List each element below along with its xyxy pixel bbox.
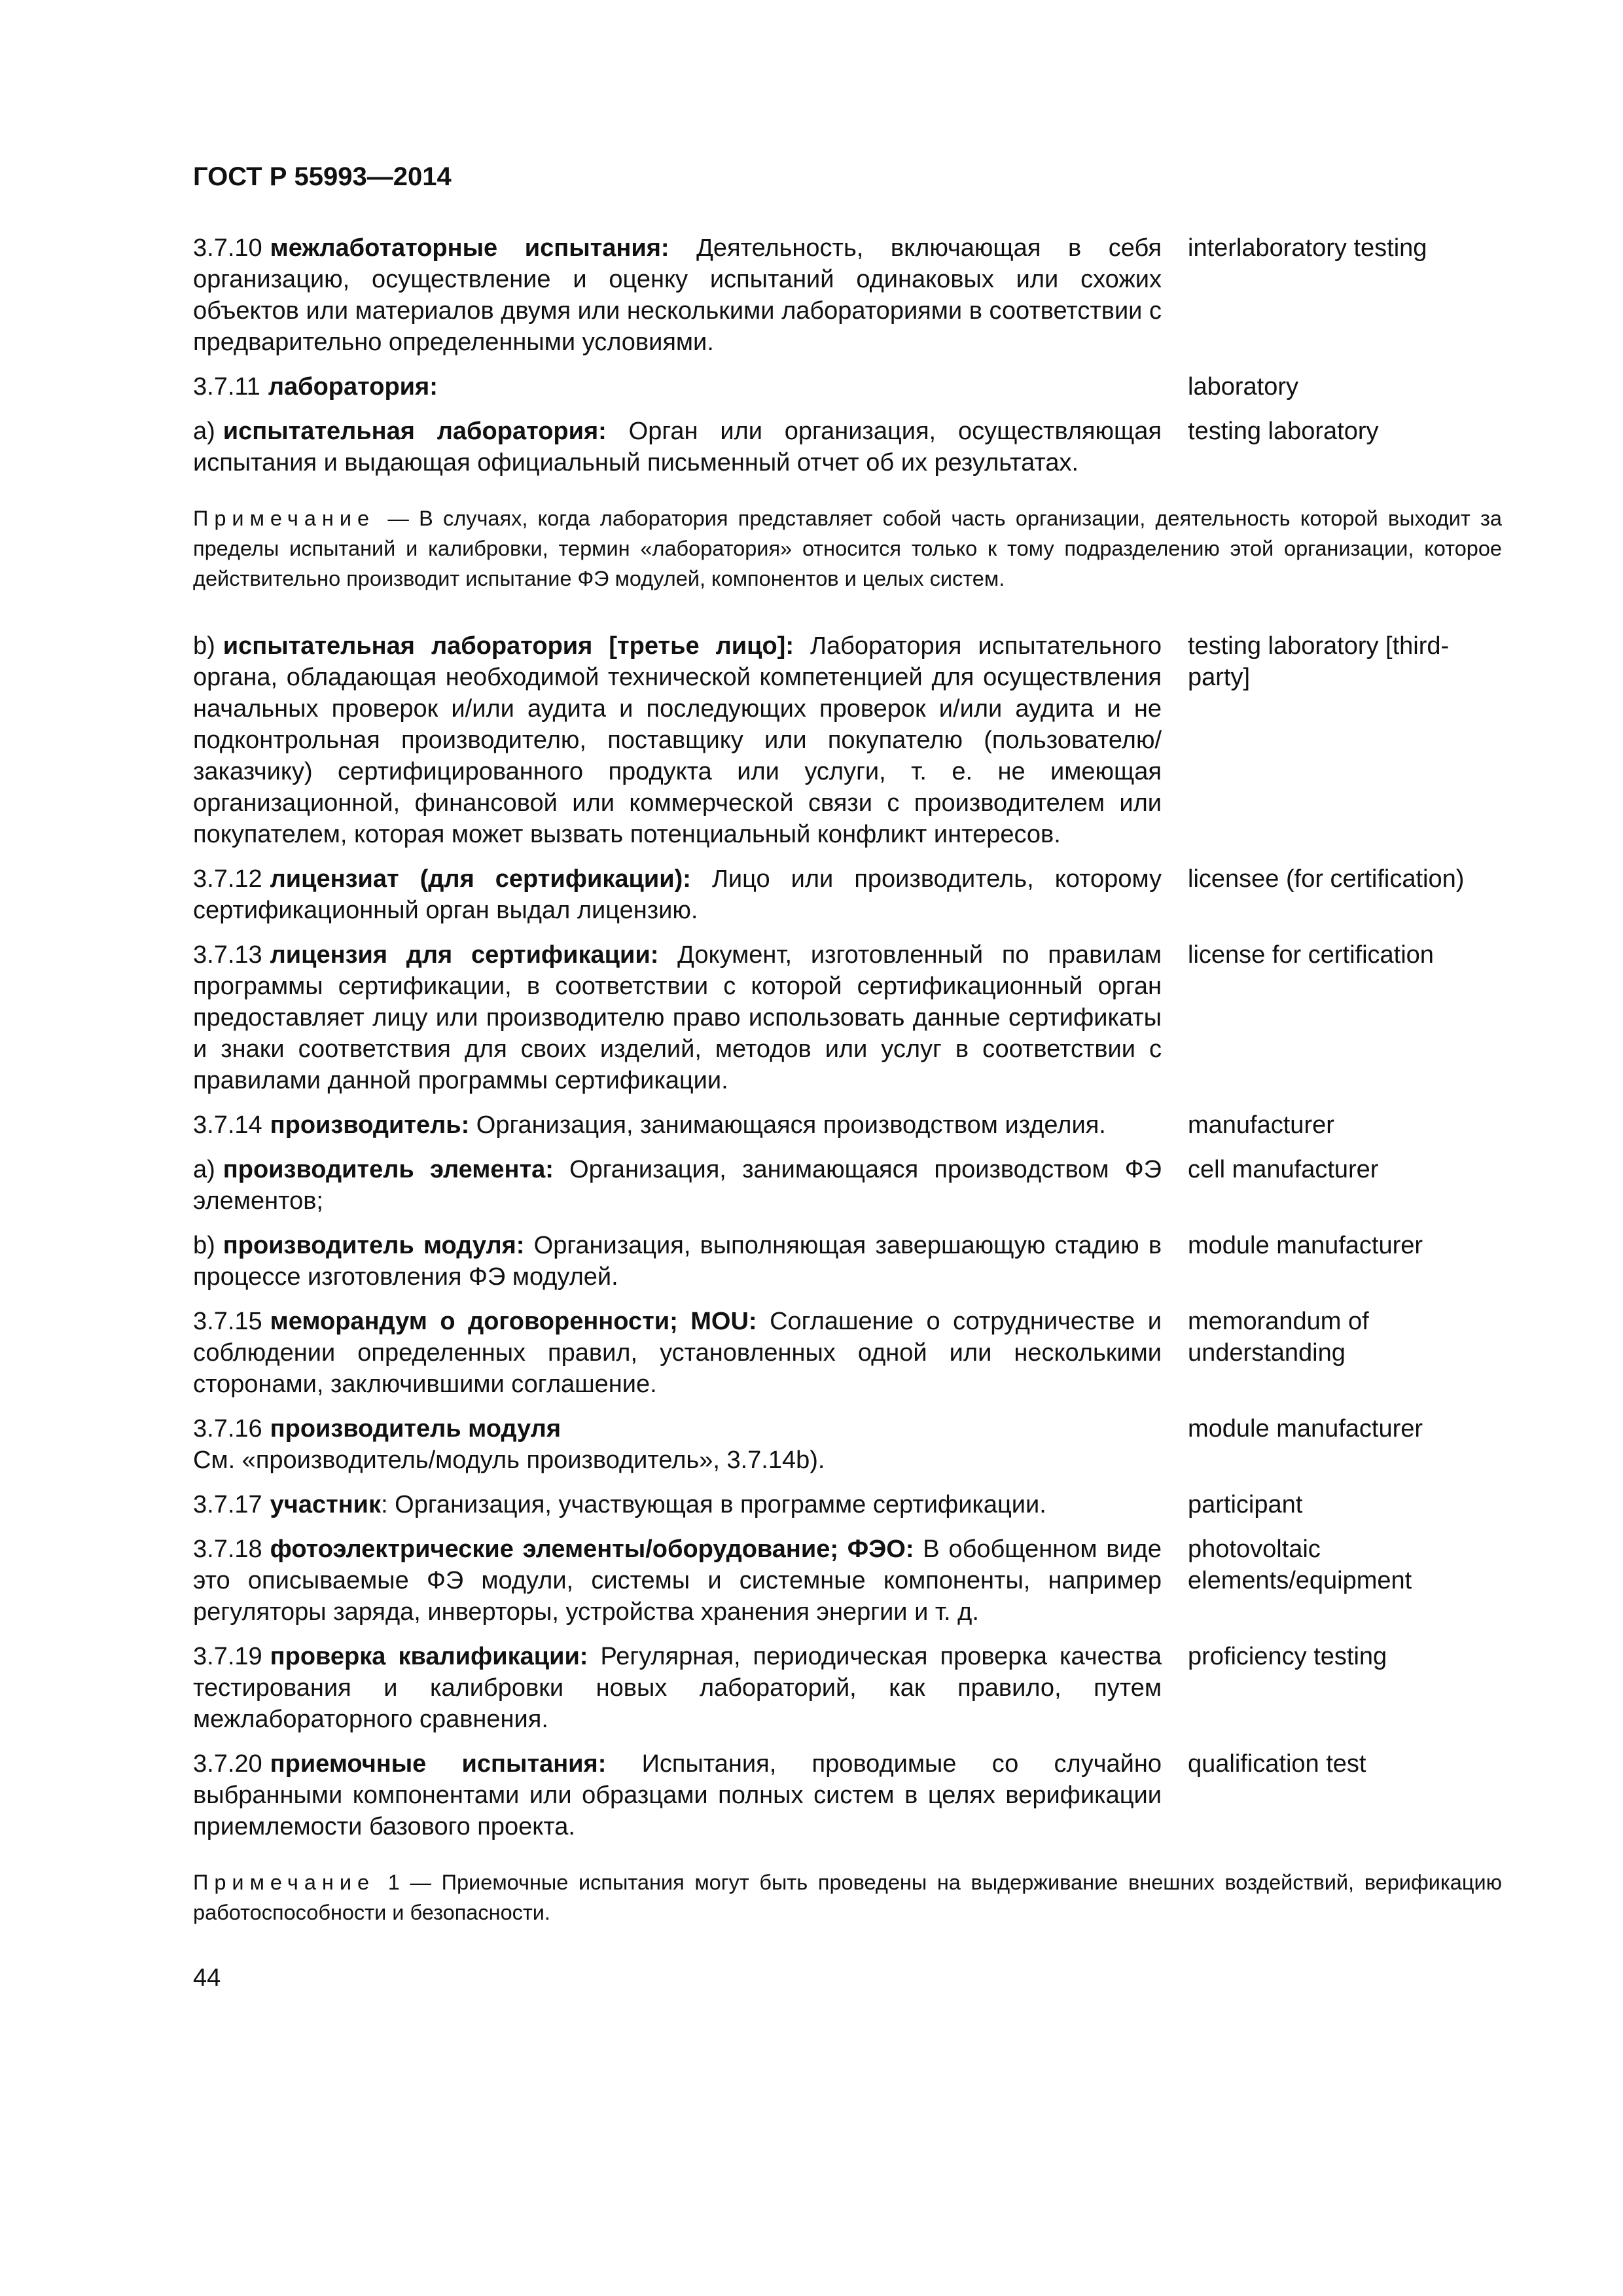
term-entry-3-7-14-a: [193, 1154, 1502, 1217]
clause-number: 3.7.10: [193, 234, 262, 262]
term-english: qualification test: [1188, 1750, 1366, 1778]
term-name: межлаботаторные испытания:: [270, 234, 669, 262]
term-name: лаборатория:: [268, 373, 438, 401]
term-entry-3-7-19: [193, 1641, 1502, 1735]
term-definition: Организация, занимающаяся производством ФЭ элементов;: [193, 1156, 1162, 1215]
term-english: memorandum of understanding: [1188, 1308, 1369, 1367]
term-english: interlaboratory testing: [1188, 234, 1427, 262]
clause-number: 3.7.12: [193, 865, 262, 893]
note-laboratory: [193, 503, 1502, 594]
term-definition: Лаборатория испытательного органа, обладающая необходимой технической компетенцией для осуществления начальных проверок и/или аудита и последующих проверок и/или аудита и не подконтрольная производителю, поставщику или покупателю (пользователю/заказчику) сертифицированного продукта или услуги, т. е. не имеющая организационной, финансовой или коммерческой связи с производителем или покупателем, которая может вызвать потенциальный конфликт интересов.: [193, 632, 1162, 848]
term-name: производитель элемента:: [223, 1156, 554, 1183]
term-english: cell manufacturer: [1188, 1156, 1379, 1183]
term-definition: Деятельность, включающая в себя организацию, осуществление и оценку испытаний одинаковых или схожих объектов или материалов двумя или несколькими лабораториями в соответствии с предварительно определенными условиями.: [193, 234, 1162, 356]
term-english: photovoltaic elements/equipment: [1188, 1535, 1412, 1594]
term-name: производитель модуля:: [223, 1232, 525, 1259]
term-definition: В обобщенном виде это описываемые ФЭ модули, системы и системные компоненты, например регуляторы заряда, инверторы, устройства хранения энергии и т. д.: [193, 1535, 1162, 1626]
clause-number: 3.7.14: [193, 1111, 262, 1139]
term-english: module manufacturer: [1188, 1415, 1423, 1443]
clause-number: 3.7.15: [193, 1308, 262, 1335]
term-entry-3-7-10: [193, 232, 1502, 358]
term-definition: Лицо или производитель, которому сертификационный орган выдал лицензию.: [193, 865, 1162, 924]
term-entry-3-7-14: [193, 1109, 1502, 1141]
note-text: 1 — Приемочные испытания могут быть проведены на выдерживание внешних воздействий, верификацию работоспособности и безопасности.: [193, 1871, 1502, 1924]
term-name: участник: [270, 1491, 382, 1518]
clause-number: а): [193, 418, 215, 445]
term-entry-3-7-15: [193, 1306, 1502, 1400]
term-english: testing laboratory [third-party]: [1188, 632, 1450, 691]
clause-number: 3.7.18: [193, 1535, 262, 1563]
term-name: производитель:: [270, 1111, 470, 1139]
term-definition: Организация, занимающаяся производством изделия.: [469, 1111, 1106, 1139]
term-entry-3-7-18: [193, 1534, 1502, 1628]
clause-number: 3.7.17: [193, 1491, 262, 1518]
term-definition: Соглашение о сотрудничестве и соблюдении определенных правил, установленных одной или несколькими сторонами, заключившими соглашение.: [193, 1308, 1162, 1398]
note-label: Примечание: [193, 507, 376, 530]
term-definition: Организация, выполняющая завершающую стадию в процессе изготовления ФЭ модулей.: [193, 1232, 1162, 1291]
term-entry-3-7-12: [193, 863, 1502, 926]
term-entry-3-7-13: [193, 939, 1502, 1096]
clause-number: а): [193, 1156, 215, 1183]
term-english: proficiency testing: [1188, 1643, 1387, 1670]
term-name: приемочные испытания:: [270, 1750, 607, 1778]
term-entry-3-7-11-b: [193, 630, 1502, 850]
note-label: Примечание: [193, 1871, 376, 1894]
page-number: 44: [193, 1964, 221, 1992]
note-text: — В случаях, когда лаборатория представляет собой часть организации, деятельность которой выходит за пределы испытаний и калибровки, термин «лаборатория» относится только к тому подразделению этой организации, которое действительно производит испытание ФЭ модулей, компонентов и целых систем.: [193, 507, 1502, 590]
term-name: испытательная лаборатория:: [223, 418, 607, 445]
term-entry-3-7-20: [193, 1748, 1502, 1842]
term-name: меморандум о договоренности; MOU:: [270, 1308, 757, 1335]
term-name: проверка квалификации:: [270, 1643, 588, 1670]
term-definition: Орган или организация, осуществляющая испытания и выдающая официальный письменный отчет об их результатах.: [193, 418, 1162, 476]
term-name: фотоэлектрические элементы/оборудование; ФЭО:: [270, 1535, 914, 1563]
term-name: производитель модуля: [270, 1415, 561, 1443]
document-page: [193, 162, 1502, 1992]
term-definition: : Организация, участвующая в программе сертификации.: [381, 1491, 1046, 1518]
term-entry-3-7-11-a: [193, 416, 1502, 478]
clause-number: b): [193, 1232, 215, 1259]
document-header: ГОСТ Р 55993—2014: [193, 162, 452, 191]
clause-number: 3.7.19: [193, 1643, 262, 1670]
term-entry-3-7-11: [193, 371, 1502, 403]
term-entry-3-7-17: [193, 1489, 1502, 1520]
clause-number: b): [193, 632, 215, 660]
term-entry-3-7-14-b: [193, 1230, 1502, 1293]
term-english: licensee (for certification): [1188, 865, 1465, 893]
term-english: laboratory: [1188, 373, 1298, 401]
term-name: лицензиат (для сертификации):: [270, 865, 691, 893]
term-entry-3-7-16: [193, 1413, 1502, 1476]
term-definition: Испытания, проводимые со случайно выбранными компонентами или образцами полных систем в целях верификации приемлемости базового проекта.: [193, 1750, 1162, 1840]
clause-number: 3.7.11: [193, 373, 260, 401]
term-definition: См. «производитель/модуль производитель», 3.7.14b).: [193, 1446, 825, 1474]
term-definition: Регулярная, периодическая проверка качества тестирования и калибровки новых лабораторий, как правило, путем межлабораторного сравнения.: [193, 1643, 1162, 1733]
term-english: participant: [1188, 1491, 1303, 1518]
term-definition: Документ, изготовленный по правилам программы сертификации, в соответствии с которой сертификационный орган предоставляет лицу или производителю право использовать данные сертификаты и знаки соответствия для своих изделий, методов или услуг в соответствии с правилами данной программы сертификации.: [193, 941, 1162, 1094]
term-name: лицензия для сертификации:: [270, 941, 659, 969]
term-name: испытательная лаборатория [третье лицо]:: [223, 632, 794, 660]
note-qualification-test: [193, 1867, 1502, 1928]
term-english: manufacturer: [1188, 1111, 1334, 1139]
clause-number: 3.7.16: [193, 1415, 262, 1443]
term-english: module manufacturer: [1188, 1232, 1423, 1259]
clause-number: 3.7.13: [193, 941, 262, 969]
clause-number: 3.7.20: [193, 1750, 262, 1778]
term-english: license for certification: [1188, 941, 1434, 969]
term-english: testing laboratory: [1188, 418, 1379, 445]
